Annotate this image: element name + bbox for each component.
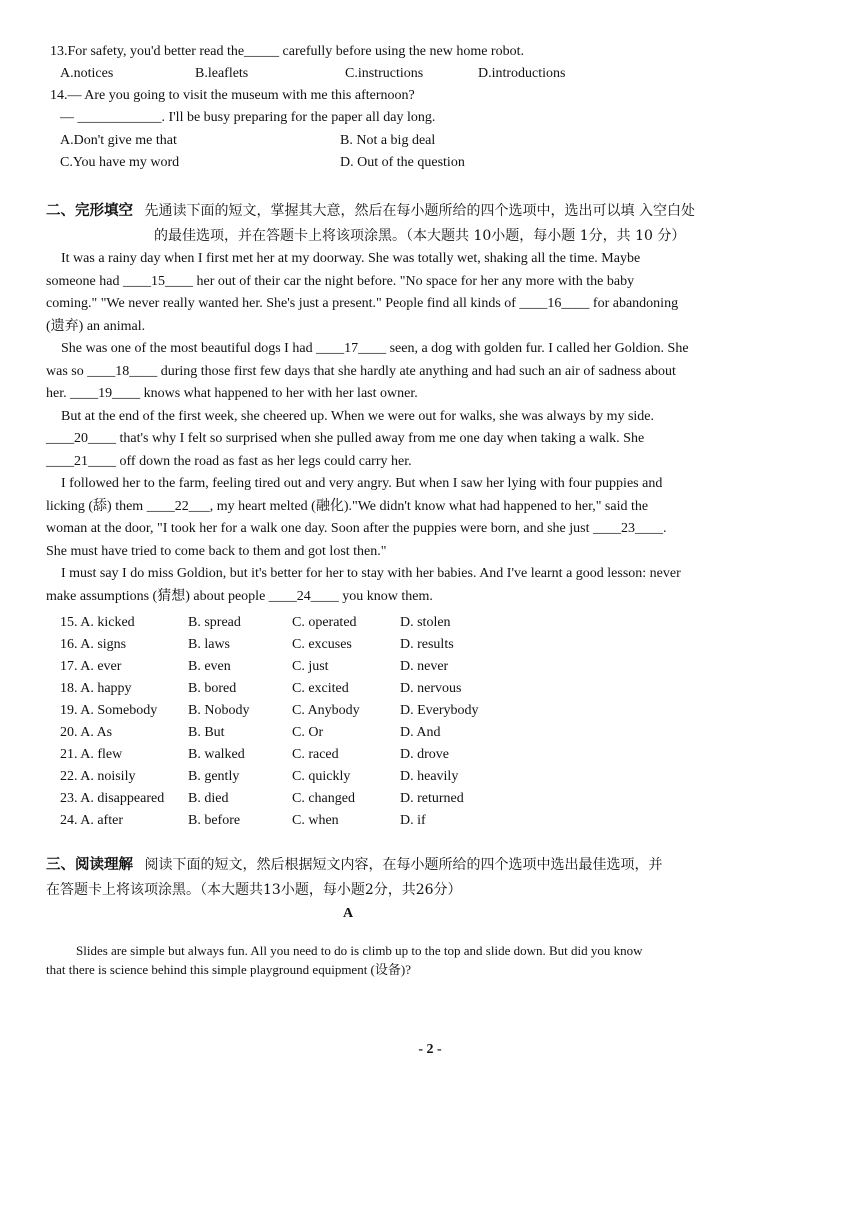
cloze-line: It was a rainy day when I first met her at my doorway. She was totally wet, shaking all the time. Maybe (61, 251, 641, 266)
cloze-line: She was one of the most beautiful dogs I had ____17____ seen, a dog with golden fur. I called her Goldion. She (61, 341, 689, 356)
option-b: B. walked (188, 747, 245, 762)
option-a: 20. A. As (60, 725, 113, 740)
option-a: 16. A. signs (60, 637, 127, 652)
option-d: D. results (400, 637, 454, 652)
option-a: 22. A. noisily (60, 769, 136, 784)
section-2-title: 二、完形填空 (46, 203, 133, 219)
cloze-line: ____21____ off down the road as fast as her legs could carry her. (46, 453, 412, 469)
cloze-line: was so ____18____ during those first few days that she hardly ate anything and had such an air of sadness about (46, 363, 676, 379)
option-c: C. operated (292, 615, 357, 630)
option-c: C. when (292, 813, 339, 828)
option-b: B. before (188, 813, 241, 828)
option-a: 21. A. flew (60, 747, 123, 762)
q14-option-d: D. Out of the question (340, 155, 465, 170)
option-d: D. never (400, 659, 449, 674)
section-2-instruction-2: 的最佳选项，并在答题卡上将该项涂黑。（本大题共 10小题，每小题 1分，共 10 分） (154, 228, 686, 244)
option-b: B. spread (188, 615, 241, 630)
option-d: D. heavily (400, 769, 459, 784)
option-b: B. bored (188, 681, 237, 696)
option-d: D. stolen (400, 615, 451, 630)
q13-option-c: C.instructions (345, 66, 424, 81)
option-d: D. if (400, 813, 426, 828)
option-c: C. quickly (292, 769, 351, 784)
section-2-instruction-1: 先通读下面的短文，掌握其大意，然后在每小题所给的四个选项中，选出可以填 入空白处 (144, 203, 695, 219)
question-14-stem: 14.— Are you going to visit the museum with me this afternoon? (50, 88, 415, 103)
option-a: 24. A. after (60, 813, 123, 828)
q14-option-b: B. Not a big deal (340, 133, 436, 148)
option-b: B. laws (188, 637, 230, 652)
cloze-line: I must say I do miss Goldion, but it's better for her to stay with her babies. And I've learnt a good lesson: never (61, 566, 681, 581)
option-d: D. Everybody (400, 703, 479, 718)
option-b: B. died (188, 791, 229, 806)
option-d: D. And (400, 725, 441, 740)
option-a: 23. A. disappeared (60, 791, 165, 806)
cloze-line: someone had ____15____ her out of their car the night before. "No space for her any more with the baby (46, 273, 635, 289)
option-d: D. drove (400, 747, 449, 762)
option-c: C. Or (292, 725, 324, 740)
option-a: 18. A. happy (60, 681, 132, 696)
cloze-line: licking (舔) them ____22___, my heart melted (融化)."We didn't know what had happened to her," said the (46, 498, 649, 514)
option-a: 17. A. ever (60, 659, 122, 674)
cloze-line: woman at the door, "I took her for a walk one day. Soon after the puppies were born, and she just ____23____. (46, 521, 667, 536)
cloze-line: make assumptions (猜想) about people ____24____ you know them. (46, 588, 433, 604)
section-3-heading (46, 855, 663, 876)
passage-a-line: that there is science behind this simple playground equipment (设备)? (46, 962, 411, 977)
option-d: D. nervous (400, 681, 462, 696)
question-14-reply: — ____________. I'll be busy preparing for the paper all day long. (60, 110, 436, 125)
option-c: C. excuses (292, 637, 352, 652)
section-2-heading (46, 201, 695, 222)
option-b: B. Nobody (188, 703, 250, 718)
q13-option-a: A.notices (60, 66, 114, 81)
question-13-stem: 13.For safety, you'd better read the_____ carefully before using the new home robot. (50, 44, 524, 59)
section-3-instruction-1: 阅读下面的短文，然后根据短文内容，在每小题所给的四个选项中选出最佳选项，并 (144, 857, 663, 873)
reading-part-label: A (343, 906, 354, 921)
cloze-line: her. ____19____ knows what happened to her with her last owner. (46, 386, 418, 401)
cloze-line: But at the end of the first week, she cheered up. When we were out for walks, she was always by my side. (61, 408, 655, 424)
option-b: B. But (188, 725, 225, 740)
option-c: C. changed (292, 791, 355, 806)
q14-option-c: C.You have my word (60, 155, 180, 170)
q13-option-b: B.leaflets (195, 66, 249, 81)
cloze-line: coming." "We never really wanted her. She's just a present." People find all kinds of ____16____ for abandoning (46, 296, 679, 311)
option-a: 15. A. kicked (60, 615, 135, 630)
option-d: D. returned (400, 791, 464, 806)
cloze-line: ____20____ that's why I felt so surprised when she pulled away from me one day when taking a walk. She (46, 431, 645, 446)
option-c: C. excited (292, 681, 349, 696)
cloze-line: I followed her to the farm, feeling tired out and very angry. But when I saw her lying with four puppies and (61, 476, 663, 491)
option-a: 19. A. Somebody (60, 703, 158, 718)
cloze-line: She must have tried to come back to them and got lost then." (46, 543, 387, 559)
passage-a-line: Slides are simple but always fun. All you need to do is climb up to the top and slide down. But did you know (76, 943, 643, 958)
q14-option-a: A.Don't give me that (60, 133, 177, 148)
option-b: B. even (188, 659, 231, 674)
cloze-passage (46, 248, 689, 608)
option-b: B. gently (188, 769, 240, 784)
option-c: C. Anybody (292, 703, 360, 718)
cloze-line: (遗弃) an animal. (46, 318, 146, 334)
section-3-title: 三、阅读理解 (46, 857, 133, 873)
option-c: C. raced (292, 747, 339, 762)
q13-option-d: D.introductions (478, 66, 566, 81)
page-number: - 2 - (418, 1042, 442, 1057)
section-3-instruction-2: 在答题卡上将该项涂黑。（本大题共13小题，每小题2分，共26分） (46, 882, 462, 898)
option-c: C. just (292, 659, 329, 674)
